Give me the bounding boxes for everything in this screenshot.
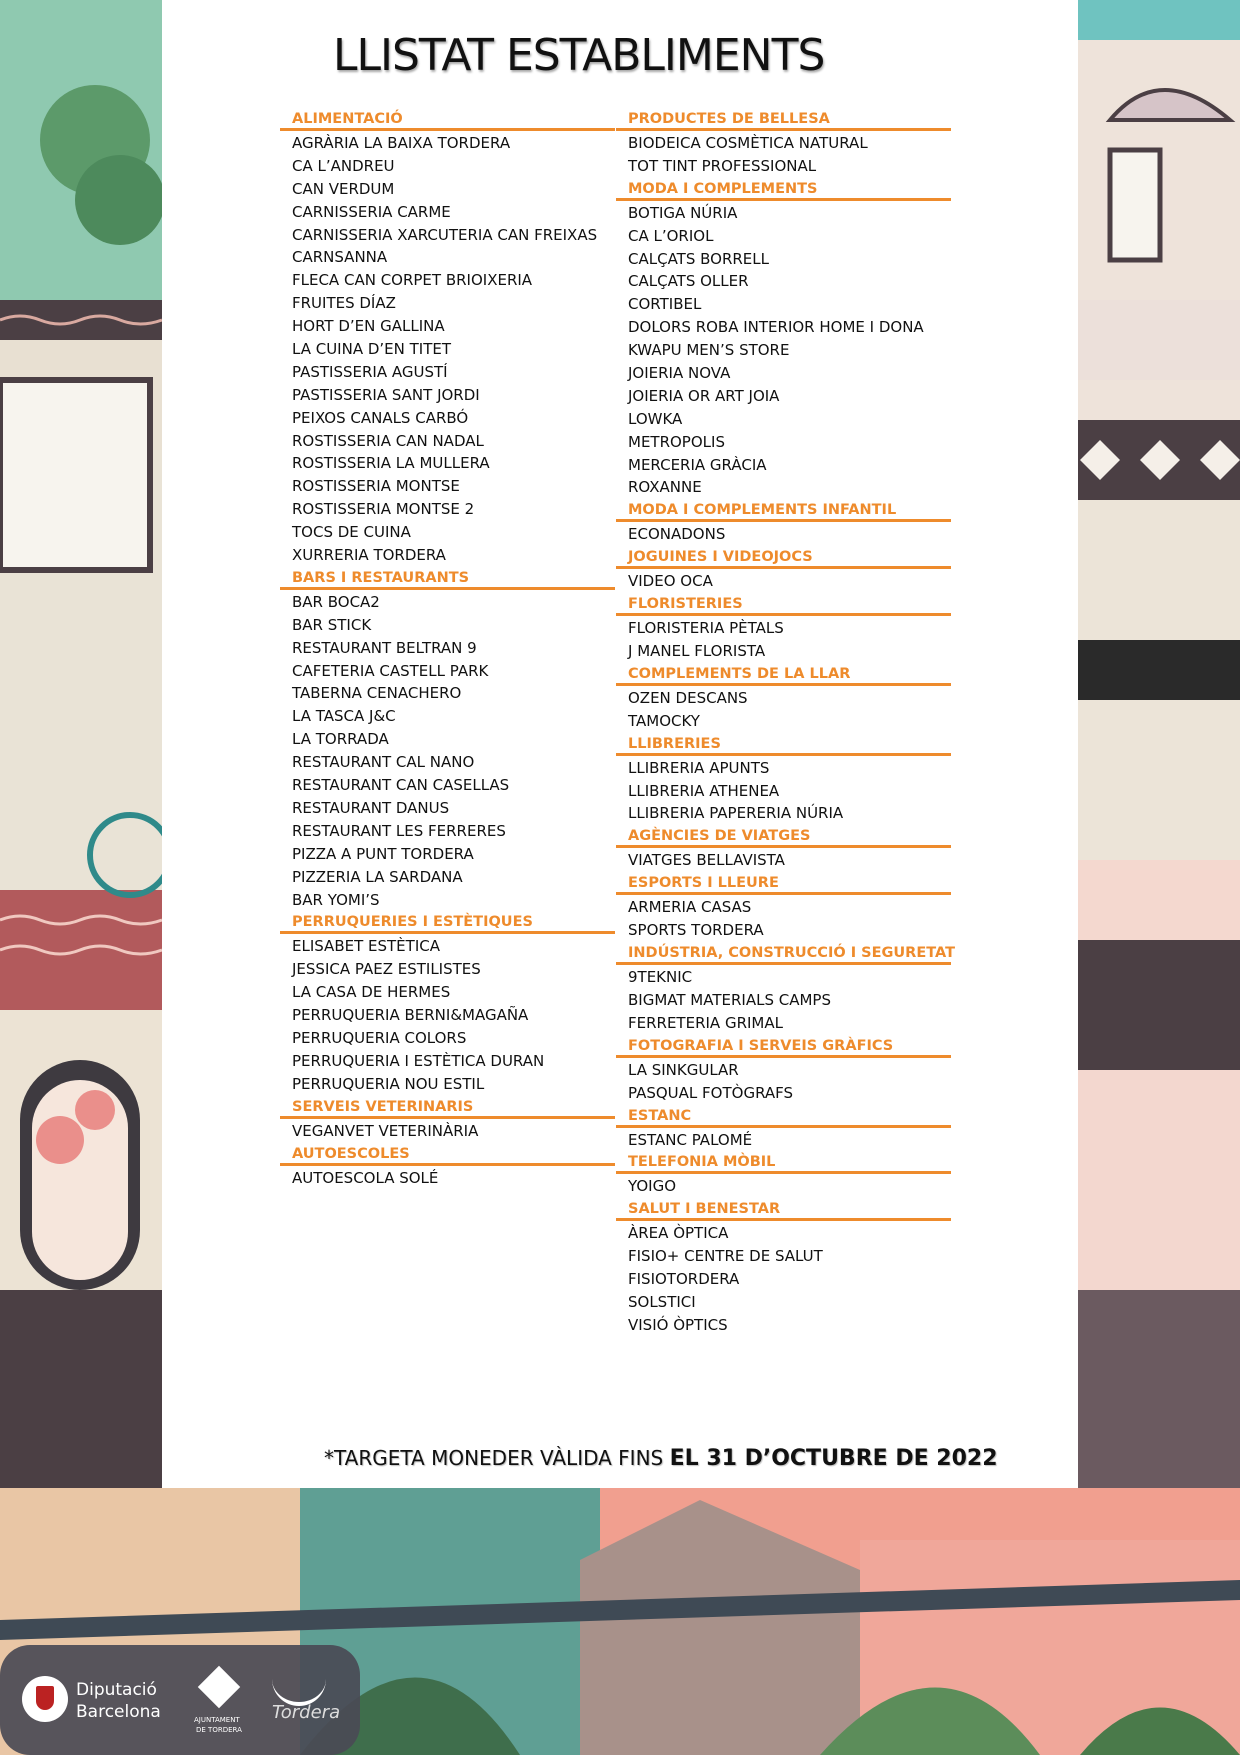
establishment-list — [280, 935, 615, 1095]
establishment-item: CARNISSERIA CARME — [292, 202, 451, 221]
establishment-item: AGRÀRIA LA BAIXA TORDERA — [292, 134, 511, 152]
establishment-item: ELISABET ESTÈTICA — [292, 937, 440, 956]
category-heading: ESPORTS I LLEURE — [616, 872, 951, 895]
establishment-item: OZEN DESCANS — [628, 688, 748, 707]
category-productes-de-bellesa — [616, 108, 951, 178]
validity-prefix: *TARGETA MONEDER VÀLIDA FINS — [324, 1446, 670, 1470]
establishment-item: RESTAURANT DANUS — [292, 798, 450, 817]
category-heading: BARS I RESTAURANTS — [280, 567, 615, 590]
establishment-item: FISIO+ CENTRE DE SALUT — [628, 1247, 823, 1266]
establishment-item: PASTISSERIA AGUSTÍ — [292, 362, 448, 381]
establishment-item: LA TASCA J&C — [292, 707, 396, 726]
category-heading: ESTANC — [616, 1105, 951, 1128]
establishment-list — [616, 570, 951, 593]
category-industria-construccio-i-seguretat — [616, 942, 956, 1035]
establishment-item: PERRUQUERIA COLORS — [292, 1028, 467, 1047]
establishment-list — [616, 132, 951, 178]
category-floristeries — [616, 593, 951, 663]
establishment-list — [616, 1059, 951, 1105]
category-moda-i-complements-infantil — [616, 499, 951, 546]
category-esports-i-lleure — [616, 872, 951, 942]
establishment-item: PASQUAL FOTÒGRAFS — [628, 1083, 794, 1102]
establishment-item: ROSTISSERIA LA MULLERA — [292, 454, 490, 473]
category-heading: ALIMENTACIÓ — [280, 108, 615, 131]
establishment-item: JOIERIA OR ART JOIA — [628, 386, 780, 405]
establishment-item: ROSTISSERIA MONTSE 2 — [292, 500, 475, 519]
establishment-item: XURRERIA TORDERA — [292, 546, 446, 565]
establishment-list — [616, 1175, 951, 1198]
category-heading: MODA I COMPLEMENTS — [616, 178, 951, 201]
establishment-item: JESSICA PAEZ ESTILISTES — [292, 960, 481, 979]
establishment-item: LA CUINA D’EN TITET — [292, 340, 452, 359]
establishment-list — [616, 849, 951, 872]
establishment-list — [616, 617, 951, 663]
establishment-list — [616, 966, 951, 1035]
establishment-item: LA SINKGULAR — [628, 1060, 739, 1079]
establishment-item: J MANEL FLORISTA — [628, 642, 766, 661]
category-heading: LLIBRERIES — [616, 733, 951, 756]
establishment-item: PERRUQUERIA BERNI&MAGAÑA — [292, 1006, 529, 1025]
category-heading: SALUT I BENESTAR — [616, 1198, 951, 1221]
category-complements-de-la-llar — [616, 663, 951, 733]
establishment-item: JOIERIA NOVA — [628, 364, 731, 383]
establishment-item: TOCS DE CUINA — [292, 523, 411, 542]
category-heading: JOGUINES I VIDEOJOCS — [616, 546, 951, 569]
category-moda-i-complements — [616, 178, 951, 500]
category-telefonia-mobil — [616, 1151, 951, 1198]
establishment-item: 9TEKNIC — [628, 968, 693, 987]
category-estanc — [616, 1105, 951, 1152]
establishment-item: TABERNA CENACHERO — [292, 684, 462, 703]
diputacio-name-line2: Barcelona — [76, 1702, 161, 1722]
diputacio-shield-icon — [36, 1686, 54, 1710]
ajuntament-name-line1: AJUNTAMENT — [194, 1716, 240, 1724]
category-heading: COMPLEMENTS DE LA LLAR — [616, 663, 951, 686]
establishment-item: PIZZERIA LA SARDANA — [292, 867, 463, 886]
establishment-item: LA CASA DE HERMES — [292, 983, 451, 1002]
establishment-item: ARMERIA CASAS — [628, 898, 752, 917]
category-heading: FOTOGRAFIA I SERVEIS GRÀFICS — [616, 1035, 951, 1058]
category-heading: PERRUQUERIES I ESTÈTIQUES — [280, 911, 615, 934]
establishment-item: CALÇATS BORRELL — [628, 249, 769, 268]
establishment-list — [616, 202, 951, 500]
establishment-item: RESTAURANT BELTRAN 9 — [292, 638, 477, 657]
category-heading: SERVEIS VETERINARIS — [280, 1096, 615, 1119]
establishment-item: ÀREA ÒPTICA — [628, 1224, 729, 1243]
establishment-item: RESTAURANT CAL NANO — [292, 753, 475, 772]
establishment-item: CALÇATS OLLER — [628, 272, 749, 291]
establishment-list — [616, 896, 951, 942]
category-perruqueries-i-estetiques — [280, 911, 615, 1095]
category-heading: INDÚSTRIA, CONSTRUCCIÓ I SEGURETAT — [616, 942, 951, 965]
establishment-item: CA L’ORIOL — [628, 226, 714, 245]
category-heading: FLORISTERIES — [616, 593, 951, 616]
establishment-list — [616, 1222, 951, 1336]
category-alimentacio — [280, 108, 615, 567]
establishment-item: FRUITES DÍAZ — [292, 294, 396, 313]
establishment-list — [280, 1120, 615, 1143]
validity-date: EL 31 D’OCTUBRE DE 2022 — [669, 1446, 998, 1471]
category-llibreries — [616, 733, 951, 826]
establishment-item: YOIGO — [628, 1177, 677, 1196]
establishment-item: BOTIGA NÚRIA — [628, 203, 738, 222]
establishment-item: RESTAURANT LES FERRERES — [292, 821, 506, 840]
ajuntament-name-line2: DE TORDERA — [196, 1726, 242, 1734]
establishment-item: BAR YOMI’S — [292, 890, 380, 909]
establishment-item: LLIBRERIA ATHENEA — [628, 781, 780, 800]
establishment-item: CAN VERDUM — [292, 179, 395, 198]
establishment-item: TOT TINT PROFESSIONAL — [628, 156, 817, 175]
establishment-list — [616, 523, 951, 546]
establishment-item: ROXANNE — [628, 478, 702, 497]
category-agencies-de-viatges — [616, 825, 951, 872]
establishment-item: METROPOLIS — [628, 432, 725, 451]
establishment-item: SOLSTICI — [628, 1292, 696, 1311]
establishment-list — [616, 687, 951, 733]
category-heading: PRODUCTES DE BELLESA — [616, 108, 951, 131]
establishment-item: PIZZA A PUNT TORDERA — [292, 844, 474, 863]
category-heading: TELEFONIA MÒBIL — [616, 1151, 951, 1174]
establishment-list — [280, 132, 615, 567]
establishment-list — [280, 1167, 615, 1190]
diputacio-logo — [22, 1676, 68, 1722]
establishment-item: VIATGES BELLAVISTA — [628, 851, 785, 870]
establishment-item: LLIBRERIA PAPERERIA NÚRIA — [628, 804, 844, 823]
category-fotografia-i-serveis-grafics — [616, 1035, 951, 1105]
establishment-item: LLIBRERIA APUNTS — [628, 758, 770, 777]
establishment-item: FISIOTORDERA — [628, 1270, 740, 1289]
establishment-list — [616, 757, 951, 826]
establishment-item: LOWKA — [628, 409, 683, 428]
category-autoescoles — [280, 1143, 615, 1190]
establishment-item: SPORTS TORDERA — [628, 921, 764, 940]
establishment-item: MERCERIA GRÀCIA — [628, 455, 767, 474]
category-bars-i-restaurants — [280, 567, 615, 911]
establishment-item: KWAPU MEN’S STORE — [628, 341, 790, 360]
establishment-item: BAR BOCA2 — [292, 592, 380, 611]
establishment-item: ROSTISSERIA CAN NADAL — [292, 431, 484, 450]
page-title: LLISTAT ESTABLIMENTS — [333, 30, 825, 81]
establishment-item: BIGMAT MATERIALS CAMPS — [628, 990, 831, 1009]
category-serveis-veterinaris — [280, 1096, 615, 1143]
establishment-item: DOLORS ROBA INTERIOR HOME I DONA — [628, 318, 924, 337]
establishment-item: VEGANVET VETERINÀRIA — [292, 1121, 479, 1140]
category-heading: AGÈNCIES DE VIATGES — [616, 825, 951, 848]
establishment-item: AUTOESCOLA SOLÉ — [292, 1168, 439, 1187]
establishment-item: PEIXOS CANALS CARBÓ — [292, 408, 469, 427]
category-heading: AUTOESCOLES — [280, 1143, 615, 1166]
establishment-item: RESTAURANT CAN CASELLAS — [292, 776, 510, 795]
validity-notice — [324, 1446, 998, 1471]
establishment-item: TAMOCKY — [628, 711, 700, 730]
establishment-item: FLORISTERIA PÈTALS — [628, 619, 784, 638]
column-left — [280, 108, 615, 1189]
establishment-item: CARNISSERIA XARCUTERIA CAN FREIXAS — [292, 225, 598, 244]
diputacio-name-line1: Diputació — [76, 1680, 157, 1700]
establishment-item: CARNSANNA — [292, 248, 388, 267]
column-right — [616, 108, 956, 1337]
establishment-item: VIDEO OCA — [628, 572, 713, 591]
category-heading: MODA I COMPLEMENTS INFANTIL — [616, 499, 951, 522]
establishment-item: HORT D’EN GALLINA — [292, 317, 445, 336]
establishment-item: FERRETERIA GRIMAL — [628, 1013, 783, 1032]
establishment-item: CAFETERIA CASTELL PARK — [292, 661, 489, 680]
establishment-list — [280, 591, 615, 911]
establishment-item: ECONADONS — [628, 525, 726, 544]
establishment-item: BAR STICK — [292, 615, 372, 634]
establishment-item: PERRUQUERIA NOU ESTIL — [292, 1074, 485, 1093]
category-salut-i-benestar — [616, 1198, 951, 1336]
establishment-item: CA L’ANDREU — [292, 156, 395, 175]
tordera-logo-text: Tordera — [272, 1702, 341, 1723]
establishment-item: CORTIBEL — [628, 295, 702, 314]
establishment-item: BIODEICA COSMÈTICA NATURAL — [628, 134, 868, 152]
establishment-item: LA TORRADA — [292, 730, 389, 749]
establishment-item: PERRUQUERIA I ESTÈTICA DURAN — [292, 1051, 545, 1070]
establishment-item: FLECA CAN CORPET BRIOIXERIA — [292, 271, 533, 290]
category-joguines-i-videojocs — [616, 546, 951, 593]
establishment-list — [616, 1129, 951, 1152]
establishment-item: VISIÓ ÒPTICS — [628, 1315, 728, 1334]
establishment-item: ESTANC PALOMÉ — [628, 1130, 753, 1149]
establishment-item: PASTISSERIA SANT JORDI — [292, 385, 480, 404]
establishment-item: ROSTISSERIA MONTSE — [292, 477, 460, 496]
